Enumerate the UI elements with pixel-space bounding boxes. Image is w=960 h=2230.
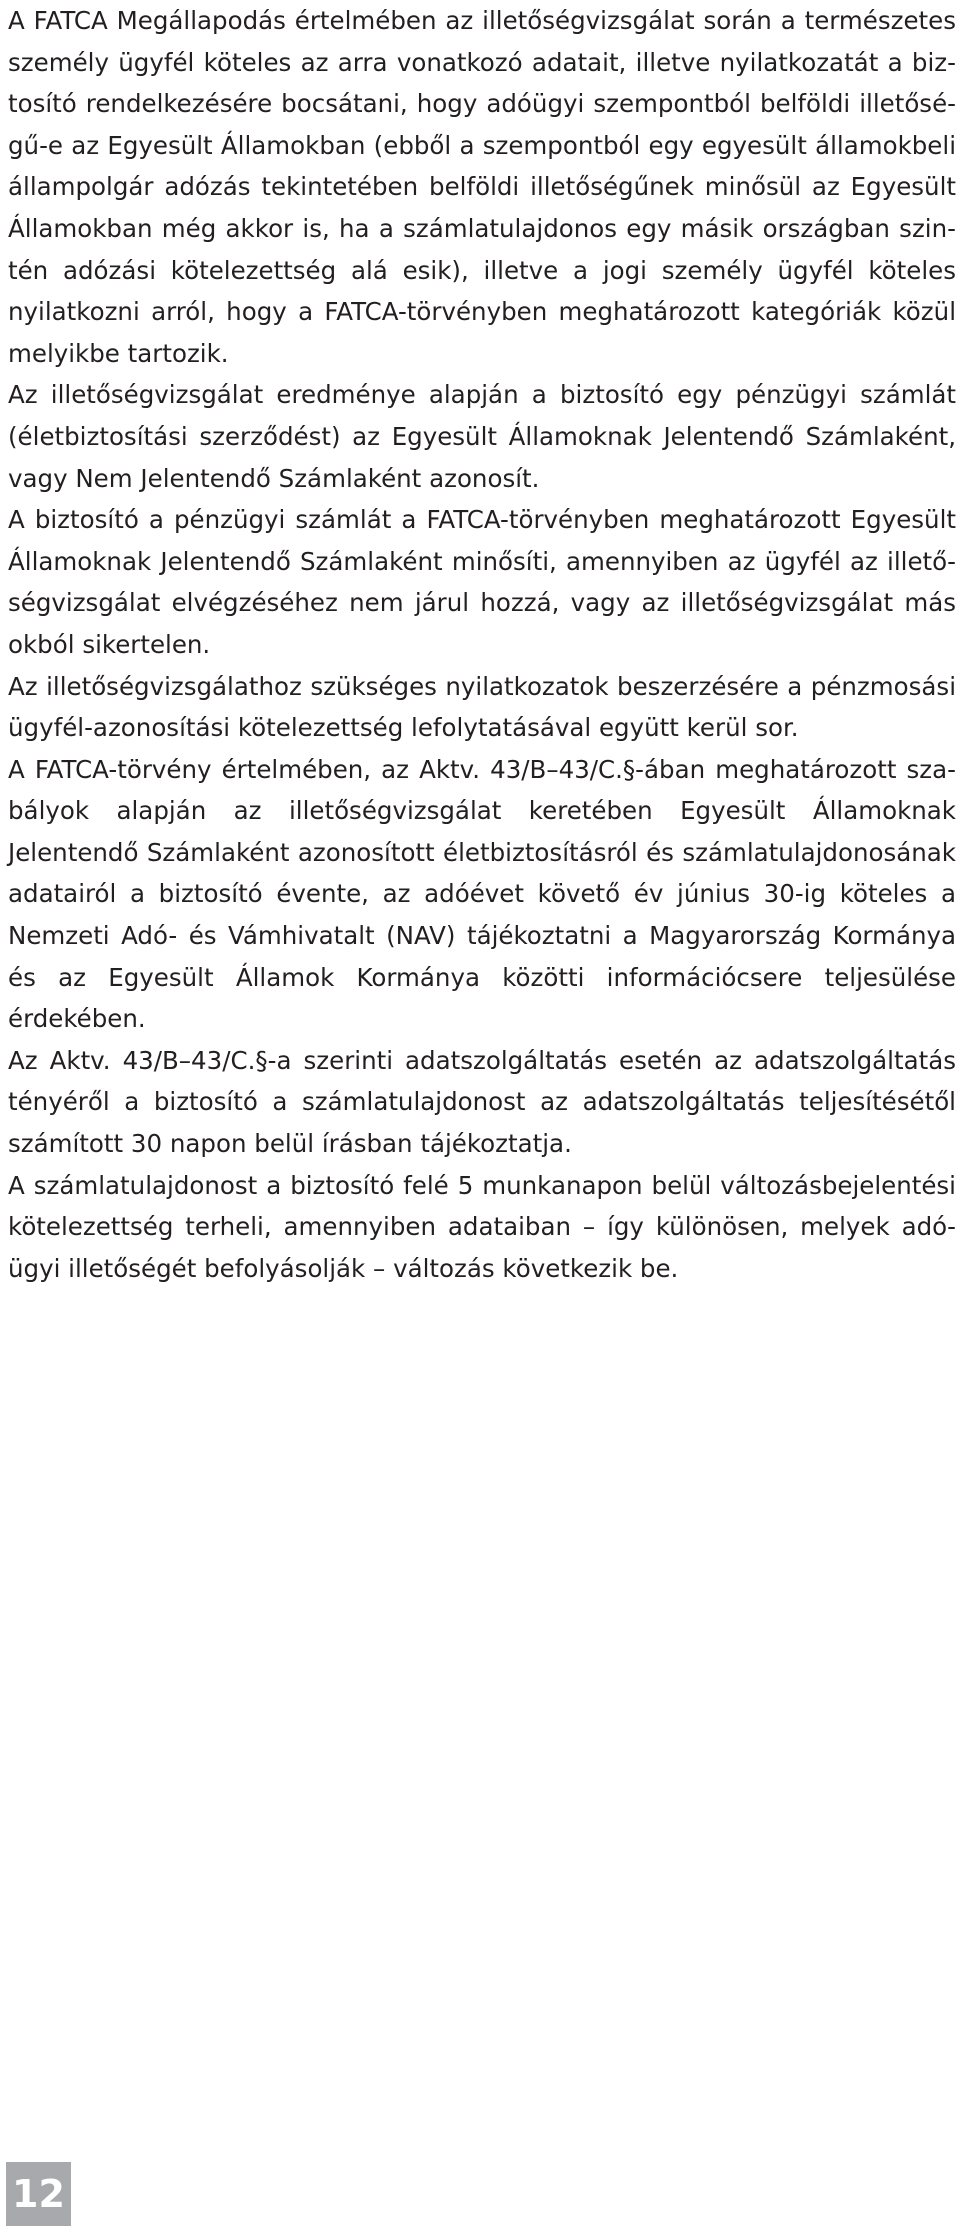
paragraph-identification-result: Az illetőségvizsgálat eredménye alapján a biztosító egy pénzügyi számlát (életbiztosítási szerződést) az Egyesült Államoknak Jelentendő Számlaként, vagy Nem Jelentendő Számlaként azonosít. (8, 380, 956, 493)
paragraph-change-reporting: A számlatulajdonost a biztosító felé 5 munkanapon belül változásbejelentési kötelezettség terheli, amennyiben adataiban – így különösen, melyek adóügyi illetőségét befolyásolják – változás következik be. (8, 1170, 956, 1283)
paragraph-reportable-account: A biztosító a pénzügyi számlát a FATCA-törvényben meghatározott Egyesült Államoknak Jelentendő Számlaként minősíti, amennyiben az ügyfél az illetőségvizsgálat elvégzéséhez nem járul hozzá, vagy az illetőségvizsgálat más okból sikertelen. (8, 505, 956, 659)
paragraph-annual-reporting: A FATCA-törvény értelmében, az Aktv. 43/B–43/C.§-ában meghatározott szabályok alapján az illetőségvizsgálat keretében Egyesült Államoknak Jelentendő Számlaként azonosított életbiztosításról és számlatulajdonosának adatairól a biztosító évente, az adóévet követő év június 30-ig köteles a Nemzeti Adó- és Vámhivatalt (NAV) tájékoztatni a Magyarország Kormánya és az Egyesült Államok Kormánya közötti információcsere teljesülése érdekében. (8, 754, 956, 1034)
paragraph-declarations: Az illetőségvizsgálathoz szükséges nyilatkozatok beszerzésére a pénzmosási ügyfél-azonosítási kötelezettség lefolytatásával együtt kerül sor. (8, 671, 956, 743)
document-body (8, 0, 956, 1289)
page-number-badge: 12 (6, 2162, 71, 2226)
paragraph-notification: Az Aktv. 43/B–43/C.§-a szerinti adatszolgáltatás esetén az adatszolgáltatás tényéről a biztosító a számlatulajdonost az adatszolgáltatás teljesítésétől számított 30 napon belül írásban tájékoztatja. (8, 1045, 956, 1159)
paragraph-fatca-agreement: A FATCA Megállapodás értelmében az illetőségvizsgálat során a természetes személy ügyfél köteles az arra vonatkozó adatait, illetve nyilatkozatát a biztosító rendelkezésére bocsátani, hogy adóügyi szempontból belföldi illetőségű-e az Egyesült Államokban (ebből a szempontból egy egyesült államokbeli állampolgár adózás tekintetében belföldi illetőségűnek minősül az Egyesült Államokban még akkor is, ha a számlatulajdonos egy másik országban szintén adózási kötelezettség alá esik), illetve a jogi személy ügyfél köteles nyilatkozni arról, hogy a FATCA-törvényben meghatározott kategóriák közül melyikbe tartozik. (8, 6, 956, 368)
